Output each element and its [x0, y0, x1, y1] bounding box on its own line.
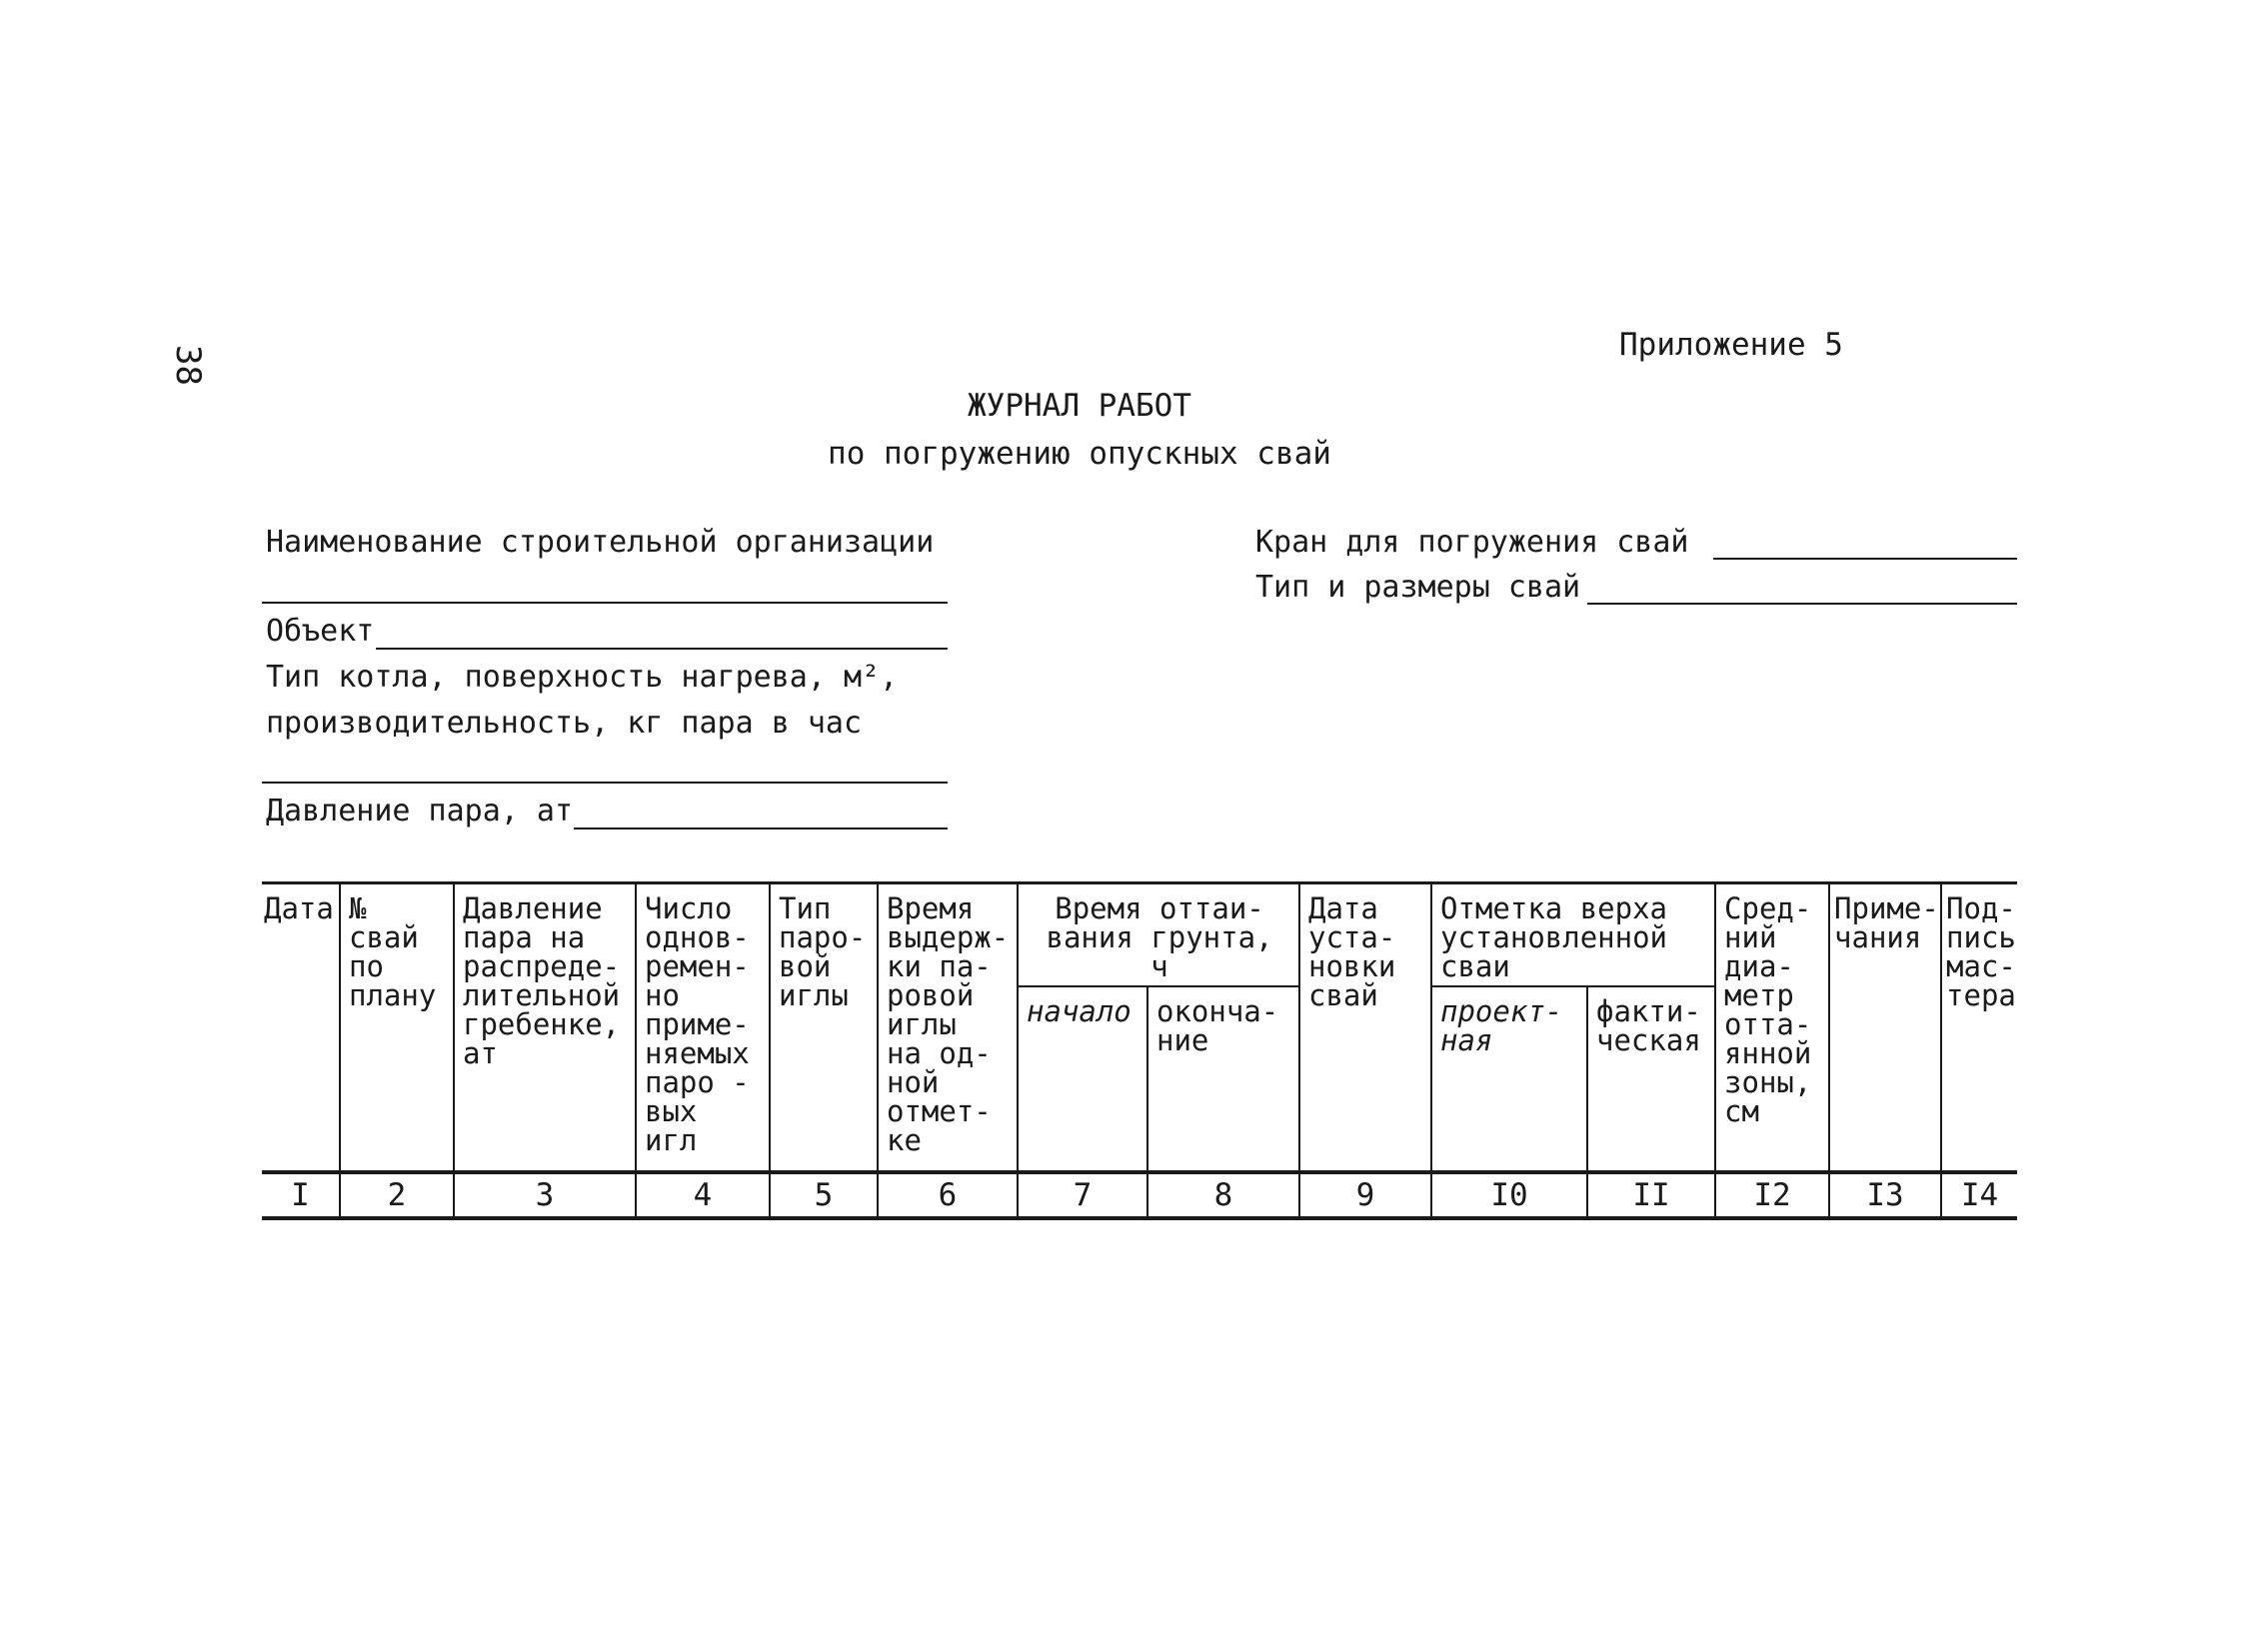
column-number: 8 [1147, 1172, 1299, 1218]
header-date: Дата [262, 883, 340, 1173]
column-number: I [262, 1172, 340, 1218]
header-needles-count: Число однов- ремен- но приме- няемых паро - вых игл [636, 883, 770, 1173]
header-diameter: Сред- ний диа- метр отта- янной зоны, см [1715, 883, 1829, 1173]
journal-table [262, 881, 2017, 1220]
steam-pressure-label: Давление пара, ат [266, 794, 574, 828]
header-pile-no: № свай по плану [340, 883, 454, 1173]
document-title: ЖУРНАЛ РАБОТ [968, 388, 1191, 424]
column-number: 9 [1299, 1172, 1431, 1218]
column-number: 5 [770, 1172, 878, 1218]
header-signature: Под- пись мас- тера [1941, 883, 2017, 1173]
header-top-mark: Отметка верха установленной сваи [1431, 883, 1715, 987]
crane-label: Кран для погружения свай [1255, 525, 1689, 560]
header-pressure: Давление пара на распреде- лительной гребенке, ат [454, 883, 636, 1173]
organization-label: Наименование строительной организации [266, 525, 935, 560]
column-number: 3 [454, 1172, 636, 1218]
document-subtitle: по погружению опускных свай [828, 436, 1331, 472]
column-number: I2 [1715, 1172, 1829, 1218]
column-number: I3 [1829, 1172, 1941, 1218]
header-thaw-end: оконча- ние [1147, 986, 1299, 1172]
object-label: Объект [266, 614, 375, 649]
header-install-date: Дата уста- новки свай [1299, 883, 1431, 1173]
boiler-type-label: Тип котла, поверхность нагрева, м², [266, 660, 899, 695]
column-number: 7 [1018, 1172, 1147, 1218]
productivity-line [262, 782, 948, 784]
column-number: II [1587, 1172, 1715, 1218]
page-number: 38 [168, 345, 208, 386]
appendix-label: Приложение 5 [1619, 327, 1843, 363]
column-number: I0 [1431, 1172, 1587, 1218]
object-line [376, 648, 948, 650]
header-mark-design: проект- ная [1431, 986, 1587, 1172]
header-hold-time: Время выдерж- ки па- ровой иглы на од- ной отмет- ке [878, 883, 1018, 1173]
column-number: 2 [340, 1172, 454, 1218]
pile-type-line [1587, 603, 2017, 605]
header-thaw-time: Время оттаи- вания грунта, ч [1018, 883, 1299, 987]
organization-line [262, 602, 948, 604]
header-thaw-start: начало [1018, 986, 1147, 1172]
steam-pressure-line [574, 827, 948, 829]
column-number: 4 [636, 1172, 770, 1218]
header-mark-actual: факти- ческая [1587, 986, 1715, 1172]
crane-line [1713, 558, 2017, 560]
column-number: I4 [1941, 1172, 2017, 1218]
header-needle-type: Тип паро- вой иглы [770, 883, 878, 1173]
header-notes: Приме- чания [1829, 883, 1941, 1173]
column-number: 6 [878, 1172, 1018, 1218]
productivity-label: производительность, кг пара в час [266, 706, 863, 741]
pile-type-label: Тип и размеры свай [1255, 570, 1581, 605]
